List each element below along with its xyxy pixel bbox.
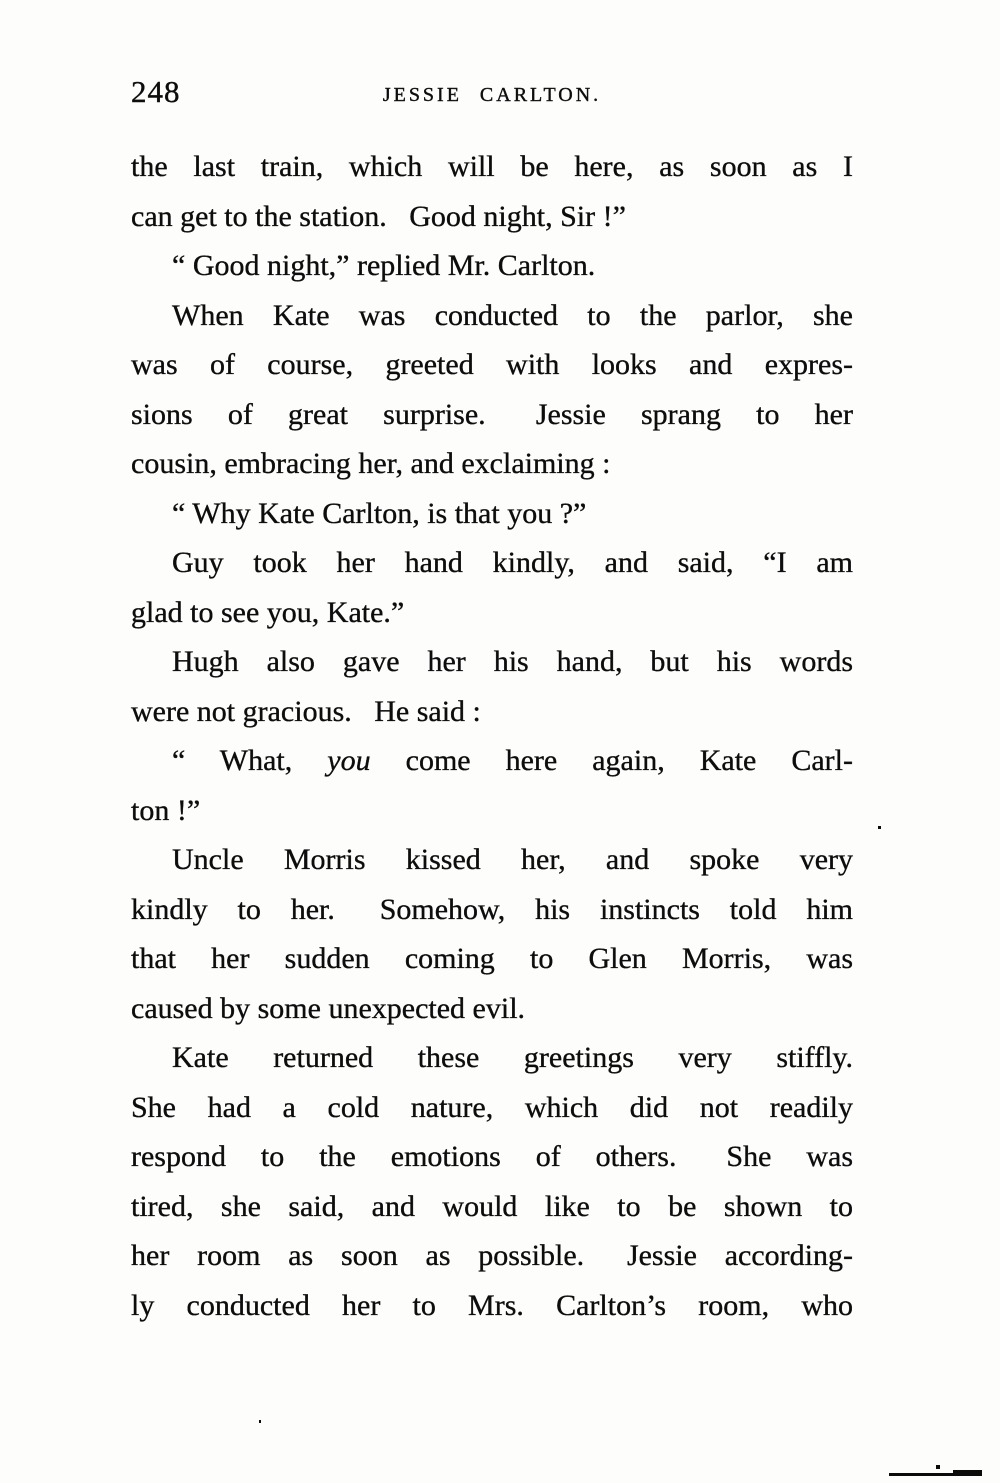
- text-segment: Guy took her hand kindly, and said, “I am: [172, 546, 853, 579]
- scan-speck-icon: [878, 826, 881, 829]
- italic-text: you: [327, 744, 371, 777]
- text-line: [131, 192, 853, 242]
- text-line: [131, 736, 853, 786]
- text-segment: come here again, Kate Carl-: [370, 744, 854, 777]
- text-line: [131, 241, 853, 291]
- text-line: [131, 786, 853, 836]
- text-line: [131, 835, 853, 885]
- text-segment: kindly to her. Somehow, his instincts told him: [131, 892, 853, 926]
- text-line: [131, 934, 853, 984]
- text-segment: glad to see you, Kate.”: [131, 595, 405, 629]
- text-line: [131, 291, 853, 341]
- text-segment: cousin, embracing her, and exclaiming :: [131, 447, 611, 480]
- text-segment: respond to the emotions of others. She was: [131, 1140, 853, 1173]
- text-segment: caused by some unexpected evil.: [131, 991, 526, 1025]
- text-segment: tired, she said, and would like to be shown to: [131, 1189, 853, 1223]
- text-segment: her room as soon as possible. Jessie according-: [131, 1239, 853, 1272]
- text-line: [131, 538, 853, 588]
- text-segment: “ Why Kate Carlton, is that you ?”: [172, 496, 587, 530]
- text-segment: “ Good night,” replied Mr. Carlton.: [172, 249, 596, 282]
- scan-speck-icon: [259, 1420, 261, 1423]
- scan-edge-mark: [953, 1470, 982, 1476]
- text-segment: Kate returned these greetings very stiffly.: [172, 1041, 853, 1074]
- page-number: 248: [131, 74, 181, 109]
- text-segment: were not gracious. He said :: [131, 694, 481, 728]
- text-segment: Uncle Morris kissed her, and spoke very: [172, 843, 853, 876]
- text-block: [131, 142, 853, 1330]
- text-segment: the last train, which will be here, as soon as I: [131, 150, 853, 183]
- text-line: [131, 984, 853, 1034]
- text-line: [131, 1281, 853, 1331]
- text-segment: She had a cold nature, which did not readily: [131, 1090, 853, 1124]
- text-line: [131, 1083, 853, 1133]
- text-segment: When Kate was conducted to the parlor, she: [172, 298, 853, 332]
- text-segment: was of course, greeted with looks and expres-: [131, 348, 853, 381]
- text-line: [131, 340, 853, 390]
- text-line: [131, 439, 853, 489]
- text-line: [131, 1231, 853, 1281]
- text-segment: ton !”: [131, 793, 201, 827]
- text-segment: ly conducted her to Mrs. Carlton’s room, who: [131, 1288, 853, 1322]
- text-line: [131, 390, 853, 440]
- text-line: [131, 489, 853, 539]
- running-title: JESSIE CARLTON.: [382, 84, 602, 106]
- text-line: [131, 1132, 853, 1182]
- text-segment: Hugh also gave her his hand, but his words: [172, 645, 853, 678]
- text-line: [131, 1182, 853, 1232]
- text-segment: that her sudden coming to Glen Morris, was: [131, 942, 853, 975]
- scan-speck-icon: [936, 1465, 940, 1469]
- text-segment: can get to the station. Good night, Sir !”: [131, 199, 626, 233]
- text-line: [131, 637, 853, 687]
- text-line: [131, 142, 853, 192]
- text-segment: sions of great surprise. Jessie sprang to her: [131, 397, 853, 431]
- text-line: [131, 1033, 853, 1083]
- text-line: [131, 687, 853, 737]
- text-line: [131, 885, 853, 935]
- text-line: [131, 588, 853, 638]
- text-segment: “ What,: [172, 744, 328, 777]
